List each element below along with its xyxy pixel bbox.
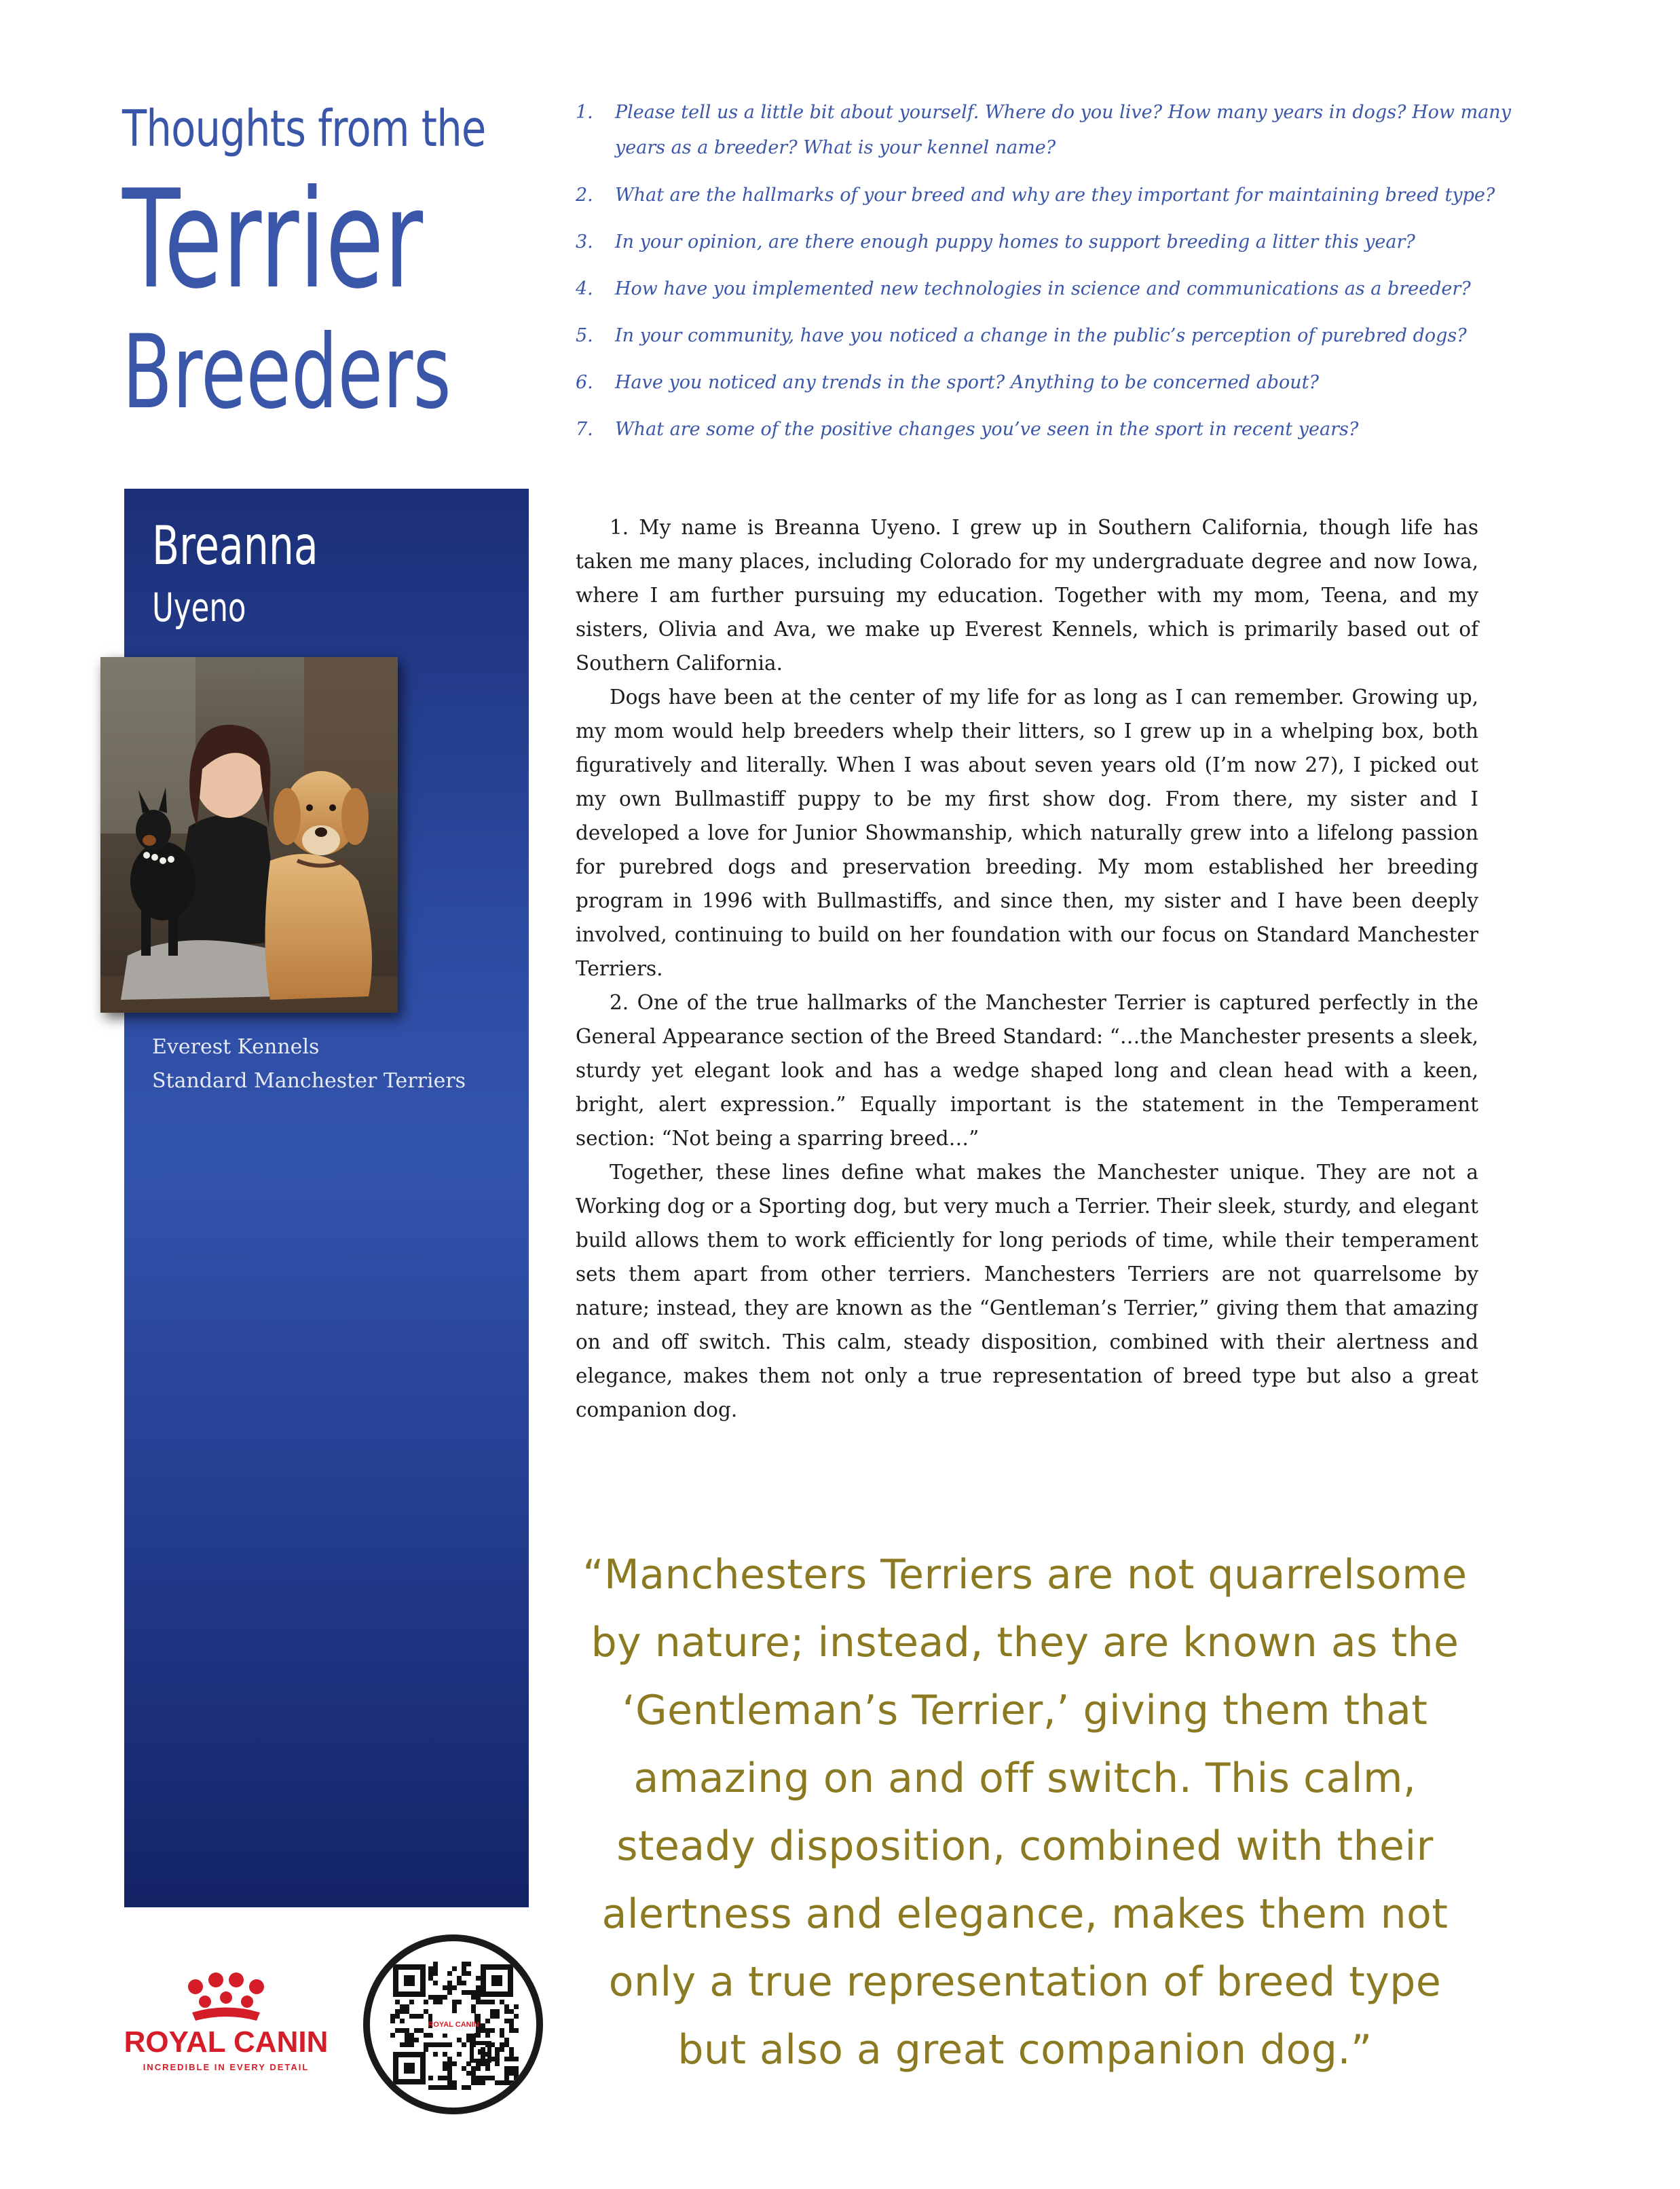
qr-module xyxy=(476,2014,481,2019)
qr-module xyxy=(414,2014,419,2019)
qr-module xyxy=(500,2080,504,2085)
qr-module xyxy=(443,1995,447,2000)
question-text: In your community, have you noticed a change in the public’s perception of purebred dogs? xyxy=(615,325,1467,346)
qr-module xyxy=(438,2085,443,2090)
qr-module xyxy=(495,2080,500,2085)
qr-module xyxy=(409,2014,414,2019)
qr-module xyxy=(471,1990,476,1995)
qr-module xyxy=(504,2042,509,2047)
qr-module xyxy=(405,2009,409,2014)
qr-label: ROYAL CANIN xyxy=(428,2021,479,2029)
body-paragraph: 1. My name is Breanna Uyeno. I grew up in Southern California, though life has taken me many places, including Colorado for my undergraduate degree and now Iowa, where I am further pursuing my education. Together with my mom, Teena, and my sisters, Olivia and Ava, we make up Everest Kennels, which is primarily based out of Southern California. xyxy=(576,516,1478,675)
qr-module xyxy=(462,1962,466,1966)
qr-module xyxy=(504,2066,509,2071)
question-number: 5. xyxy=(576,325,593,346)
qr-module xyxy=(471,2033,476,2038)
qr-module xyxy=(500,2028,504,2033)
qr-module xyxy=(457,2000,462,2004)
qr-module xyxy=(452,2080,457,2085)
qr-module xyxy=(476,2066,481,2071)
question-number: 1. xyxy=(576,102,593,123)
qr-module xyxy=(466,2033,471,2038)
qr-module xyxy=(485,2076,490,2080)
qr-module xyxy=(504,2057,509,2061)
qr-module xyxy=(433,2000,438,2004)
qr-module xyxy=(443,1985,447,1990)
qr-module xyxy=(514,2076,519,2080)
qr-module xyxy=(485,2000,490,2004)
question-item xyxy=(576,413,1512,447)
qr-module xyxy=(433,2085,438,2090)
question-number: 7. xyxy=(576,419,593,440)
qr-module xyxy=(514,2066,519,2071)
qr-module xyxy=(476,1995,481,2000)
qr-module xyxy=(452,2061,457,2066)
qr-module xyxy=(495,2057,500,2061)
question-number: 2. xyxy=(576,185,593,206)
qr-module xyxy=(500,2047,504,2052)
qr-module xyxy=(457,1976,462,1981)
qr-module xyxy=(476,2076,481,2080)
qr-module xyxy=(462,1966,466,1971)
qr-module xyxy=(500,2033,504,2038)
qr-module xyxy=(504,2071,509,2076)
question-text: Please tell us a little bit about yourself. Where do you live? How many years in dogs? How many years as a breeder? What is your kennel name? xyxy=(615,102,1511,158)
qr-module xyxy=(409,2042,414,2047)
qr-module xyxy=(438,2000,443,2004)
qr-module xyxy=(395,2028,400,2033)
qr-module xyxy=(443,2061,447,2066)
qr-module xyxy=(509,2028,514,2033)
qr-module xyxy=(433,1971,438,1976)
qr-module xyxy=(509,2047,514,2052)
qr-module xyxy=(428,1971,433,1976)
qr-module xyxy=(400,2019,405,2023)
title-line-1: Thoughts from the xyxy=(122,100,486,158)
body-paragraph: Dogs have been at the center of my life for as long as I can remember. Growing up, my mom would help breeders whelp their litters, so I grew up in a whelping box, both figuratively and literally. When I was about seven years old (I’m now 27), I picked out my own Bullmastiff puppy to be my first show dog. From there, my sister and I developed a love for Junior Showmanship, which naturally grew into a lifelong passion for purebred dogs and preservation breeding. My mom established her breeding program in 1996 with Bullmastiffs, and since then, my sister and I have been deeply involved, continuing to build on her foundation with our focus on Standard Manchester Terriers. xyxy=(576,686,1478,980)
qr-module xyxy=(400,2009,405,2014)
qr-module xyxy=(390,2033,395,2038)
qr-module xyxy=(452,1985,457,1990)
qr-module xyxy=(457,2038,462,2042)
qr-module xyxy=(447,1985,452,1990)
qr-module xyxy=(485,2019,490,2023)
breeder-photo xyxy=(100,657,398,1013)
qr-module xyxy=(462,2066,466,2071)
qr-module xyxy=(490,2076,495,2080)
qr-module xyxy=(447,2080,452,2085)
qr-module xyxy=(447,2071,452,2076)
question-text: How have you implemented new technologies in science and communications as a breeder? xyxy=(615,278,1471,299)
qr-module xyxy=(428,1966,433,1971)
qr-module xyxy=(424,2042,428,2047)
qr-module xyxy=(395,2014,400,2019)
qr-module xyxy=(504,2076,509,2080)
qr-module xyxy=(433,2052,438,2057)
question-item xyxy=(576,95,1512,166)
page-title xyxy=(122,95,529,430)
qr-module xyxy=(409,2038,414,2042)
qr-module xyxy=(428,2033,433,2038)
qr-module xyxy=(438,1995,443,2000)
qr-module xyxy=(504,2004,509,2009)
qr-module xyxy=(452,1966,457,1971)
qr-module xyxy=(495,2052,500,2057)
qr-module xyxy=(481,2080,485,2085)
body-paragraph: Together, these lines define what makes the Manchester unique. They are not a Working dog or a Sporting dog, but very much a Terrier. Their sleek, sturdy, and elegant build allows them to work efficiently for long periods of time, while their temperament sets them apart from other terriers. Manchesters Terriers are not quarrelsome by nature; instead, they are known as the “Gentleman’s Terrier,” giving them that amazing on and off switch. This calm, steady disposition, combined with their alertness and elegance, makes them not only a true representation of breed type but also a great companion dog. xyxy=(576,1161,1478,1421)
question-item xyxy=(576,319,1512,353)
qr-module xyxy=(424,2000,428,2004)
qr-module xyxy=(405,2038,409,2042)
qr-module xyxy=(433,1981,438,1985)
qr-module xyxy=(424,2009,428,2014)
breeder-first-name: Breanna xyxy=(152,516,318,577)
qr-module xyxy=(471,2076,476,2080)
qr-module xyxy=(481,2076,485,2080)
question-item xyxy=(576,272,1512,306)
qr-module xyxy=(476,1985,481,1990)
article-body xyxy=(576,510,1478,1427)
qr-code[interactable] xyxy=(363,1934,543,2114)
qr-module xyxy=(414,2038,419,2042)
qr-module xyxy=(433,1966,438,1971)
qr-module xyxy=(447,2085,452,2090)
qr-module xyxy=(504,2038,509,2042)
qr-module xyxy=(443,2033,447,2038)
questions-list xyxy=(576,95,1512,460)
qr-module xyxy=(452,2009,457,2014)
qr-module xyxy=(504,2009,509,2014)
qr-module xyxy=(409,2000,414,2004)
breeder-last-name: Uyeno xyxy=(152,584,246,631)
qr-module xyxy=(443,2085,447,2090)
qr-module xyxy=(485,2066,490,2071)
qr-module xyxy=(443,2066,447,2071)
question-text: What are some of the positive changes you’ve seen in the sport in recent years? xyxy=(615,419,1359,440)
qr-module xyxy=(514,2004,519,2009)
qr-module xyxy=(405,2042,409,2047)
qr-module xyxy=(476,2000,481,2004)
qr-module xyxy=(447,2066,452,2071)
qr-module xyxy=(495,2014,500,2019)
breeder-caption xyxy=(152,1030,466,1098)
qr-module xyxy=(471,2004,476,2009)
qr-module xyxy=(443,2076,447,2080)
qr-module xyxy=(447,1971,452,1976)
qr-module xyxy=(490,2000,495,2004)
qr-module xyxy=(471,1995,476,2000)
qr-module xyxy=(481,2000,485,2004)
question-item xyxy=(576,179,1512,212)
qr-module xyxy=(433,1995,438,2000)
qr-module xyxy=(495,2061,500,2066)
qr-module xyxy=(428,2085,433,2090)
question-item xyxy=(576,225,1512,259)
qr-module xyxy=(452,2085,457,2090)
royal-canin-logo xyxy=(121,1972,338,2080)
qr-module xyxy=(400,2004,405,2009)
qr-module xyxy=(433,1962,438,1966)
qr-module xyxy=(424,2033,428,2038)
question-number: 3. xyxy=(576,231,593,252)
qr-module xyxy=(395,2009,400,2014)
qr-module xyxy=(414,2028,419,2033)
qr-module xyxy=(514,2014,519,2019)
qr-module xyxy=(400,2042,405,2047)
qr-module xyxy=(466,1990,471,1995)
qr-module xyxy=(390,2019,395,2023)
qr-module xyxy=(509,2052,514,2057)
question-number: 4. xyxy=(576,278,593,299)
qr-module xyxy=(419,2014,424,2019)
qr-module xyxy=(500,2042,504,2047)
qr-module xyxy=(447,2057,452,2061)
qr-module xyxy=(428,1995,433,2000)
qr-module xyxy=(462,2085,466,2090)
qr-module xyxy=(452,2004,457,2009)
logo-tagline: INCREDIBLE IN EVERY DETAIL xyxy=(143,2062,310,2072)
qr-module xyxy=(495,2009,500,2014)
qr-module xyxy=(490,2009,495,2014)
qr-module xyxy=(457,1981,462,1985)
qr-module xyxy=(433,2042,438,2047)
kennel-name: Everest Kennels xyxy=(152,1035,320,1059)
qr-module xyxy=(476,2028,481,2033)
qr-module xyxy=(419,2028,424,2033)
title-line-2: Terrier xyxy=(122,161,424,319)
qr-module xyxy=(485,2033,490,2038)
qr-module xyxy=(447,2061,452,2066)
qr-module xyxy=(443,2052,447,2057)
qr-module xyxy=(481,2023,485,2028)
qr-module xyxy=(466,1962,471,1966)
qr-module xyxy=(514,2071,519,2076)
qr-module xyxy=(447,1981,452,1985)
qr-module xyxy=(509,2019,514,2023)
qr-module xyxy=(471,2066,476,2071)
qr-module xyxy=(509,2071,514,2076)
qr-module xyxy=(504,2019,509,2023)
crown-icon xyxy=(188,1972,264,2021)
qr-module xyxy=(500,2000,504,2004)
qr-module xyxy=(447,2042,452,2047)
qr-module xyxy=(405,2033,409,2038)
qr-module xyxy=(509,2023,514,2028)
qr-module xyxy=(462,1971,466,1976)
qr-module xyxy=(428,2042,433,2047)
qr-module xyxy=(509,2080,514,2085)
qr-module xyxy=(466,2085,471,2090)
qr-module xyxy=(509,2066,514,2071)
qr-module xyxy=(390,2014,395,2019)
qr-module xyxy=(438,2076,443,2080)
question-text: In your opinion, are there enough puppy homes to support breeding a litter this year? xyxy=(615,231,1415,252)
question-text: Have you noticed any trends in the sport? Anything to be concerned about? xyxy=(615,372,1319,393)
qr-module xyxy=(476,1990,481,1995)
qr-module xyxy=(438,2042,443,2047)
qr-module xyxy=(424,2047,428,2052)
qr-module xyxy=(428,2076,433,2080)
qr-module xyxy=(466,1971,471,1976)
qr-module xyxy=(457,2052,462,2057)
qr-module xyxy=(447,2076,452,2080)
qr-module xyxy=(471,2080,476,2085)
qr-module xyxy=(466,2071,471,2076)
qr-module xyxy=(514,2057,519,2061)
qr-module xyxy=(443,2042,447,2047)
body-paragraph: 2. One of the true hallmarks of the Manchester Terrier is captured perfectly in the General Appearance section of the Breed Standard: “…the Manchester presents a sleek, sturdy yet elegant look and has a wedge shaped long and clean head with a keen, bright, alert expression.” Equally important is the statement in the Temperament section: “Not being a sparring breed…” xyxy=(576,991,1478,1150)
qr-module xyxy=(476,1976,481,1981)
qr-module xyxy=(514,2028,519,2033)
qr-module xyxy=(428,1976,433,1981)
qr-module xyxy=(447,1990,452,1995)
qr-module xyxy=(462,1990,466,1995)
qr-module xyxy=(462,1981,466,1985)
logo-name: ROYAL CANIN xyxy=(124,2025,329,2059)
qr-module xyxy=(481,2028,485,2033)
qr-module xyxy=(490,2028,495,2033)
qr-module xyxy=(504,2080,509,2085)
qr-module xyxy=(509,2009,514,2014)
title-line-3: Breeders xyxy=(122,314,451,432)
question-item xyxy=(576,366,1512,400)
qr-module xyxy=(452,2000,457,2004)
qr-module xyxy=(395,2000,400,2004)
qr-module xyxy=(462,2042,466,2047)
qr-module xyxy=(405,2028,409,2033)
qr-module xyxy=(428,2014,433,2019)
qr-module xyxy=(471,2071,476,2076)
question-number: 6. xyxy=(576,372,593,393)
qr-module xyxy=(476,2080,481,2085)
question-text: What are the hallmarks of your breed and why are they important for maintaining breed type? xyxy=(615,185,1495,206)
qr-module xyxy=(400,2028,405,2033)
qr-module xyxy=(476,2033,481,2038)
qr-module xyxy=(405,2004,409,2009)
pull-quote: “Manchesters Terriers are not quarrelsome by nature; instead, they are known as the ‘Gentleman’s Terrier,’ giving them that amazing on and off switch. This calm, steady disposition, combined with their alertness and elegance, makes them not only a true representation of breed type but also a great companion dog.” xyxy=(582,1551,1468,2074)
qr-module xyxy=(471,2009,476,2014)
qr-module xyxy=(490,2014,495,2019)
qr-module xyxy=(509,2057,514,2061)
qr-module xyxy=(495,2047,500,2052)
qr-module xyxy=(409,2033,414,2038)
breed-name: Standard Manchester Terriers xyxy=(152,1069,466,1093)
qr-module xyxy=(485,2028,490,2033)
